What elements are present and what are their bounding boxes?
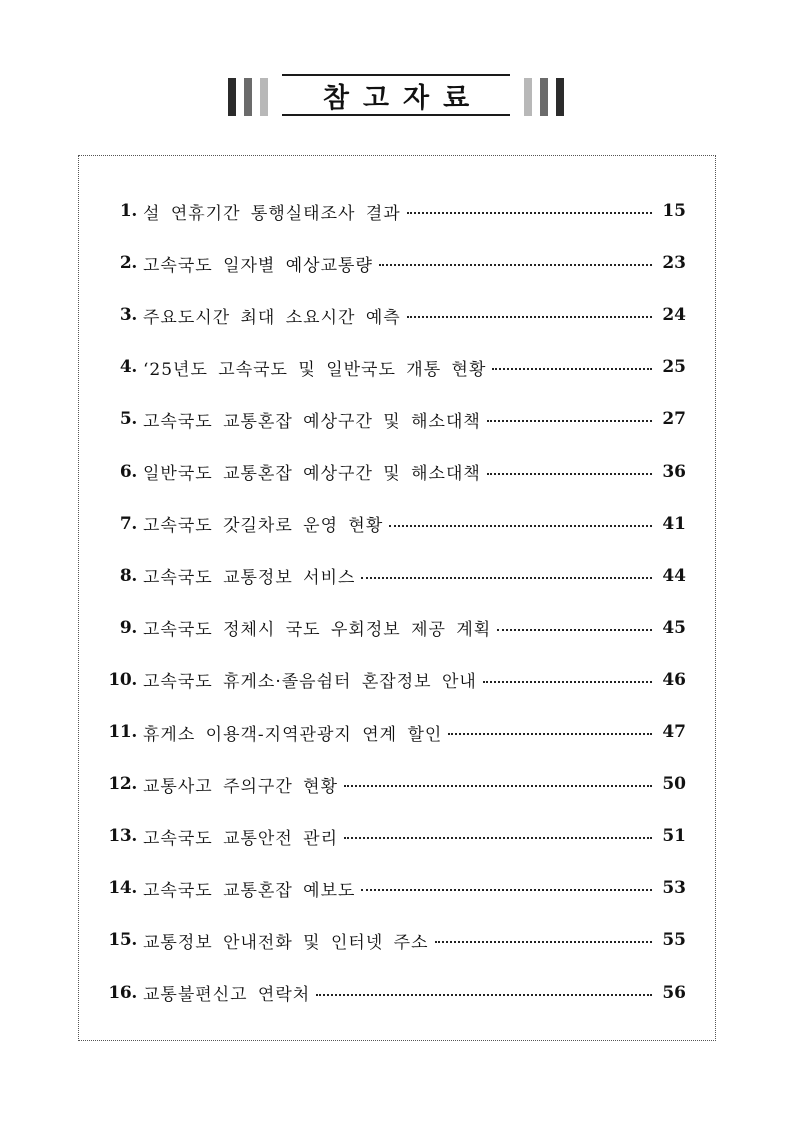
page-title-box [282,74,510,116]
toc-item-title: 고속국도 정체시 국도 우회정보 제공 계획 [143,620,492,641]
toc-item-leader-dots [492,368,652,370]
toc-item-3[interactable] [79,300,715,330]
toc-item-number: 6. [119,461,137,482]
toc-item-12[interactable] [79,769,715,799]
toc-item-leader-dots [497,629,652,631]
toc-item-title: 주요도시간 최대 소요시간 예측 [143,307,401,328]
toc-frame [78,155,716,1041]
toc-item-title: 고속국도 교통안전 관리 [143,828,339,849]
toc-item-leader-dots [316,994,652,996]
toc-item-page: 36 [662,461,686,482]
banner-bar-right-3 [556,78,564,116]
toc-item-4[interactable] [79,352,715,382]
toc-item-leader-dots [435,941,652,943]
toc-item-page: 23 [662,253,686,274]
toc-item-page: 53 [662,878,686,899]
toc-item-leader-dots [344,785,652,787]
title-banner [0,74,793,118]
toc-item-9[interactable] [79,613,715,643]
toc-item-page: 25 [662,357,686,378]
toc-item-6[interactable] [79,457,715,487]
toc-item-7[interactable] [79,509,715,539]
toc-item-leader-dots [483,681,652,683]
toc-item-15[interactable] [79,925,715,955]
toc-item-page: 47 [662,722,686,742]
banner-bar-left-2 [244,78,252,116]
toc-item-number: 2. [119,253,137,274]
toc-item-title: 고속국도 일자별 예상교통량 [143,255,373,276]
toc-item-title: 휴게소 이용객-지역관광지 연계 할인 [143,724,443,745]
toc-item-16[interactable] [79,978,715,1008]
toc-item-leader-dots [389,525,652,527]
toc-item-number: 7. [119,513,137,534]
toc-item-title: 고속국도 휴게소·졸음쉼터 혼잡정보 안내 [143,672,477,693]
toc-item-2[interactable] [79,248,715,278]
toc-item-leader-dots [448,733,652,735]
toc-item-title: 교통불편신고 연락처 [143,985,311,1005]
toc-item-number: 12. [108,774,137,795]
toc-item-title: 고속국도 갓길차로 운영 현황 [143,516,384,537]
toc-item-page: 27 [662,409,686,430]
toc-item-10[interactable] [79,665,715,695]
toc-item-title: 설 연휴기간 통행실태조사 결과 [143,203,401,224]
toc-item-leader-dots [379,264,652,266]
toc-item-leader-dots [487,473,652,475]
toc-item-number: 14. [108,878,137,899]
toc-item-page: 15 [662,201,686,221]
toc-item-number: 3. [119,305,137,326]
toc-item-number: 11. [108,722,137,742]
toc-item-page: 50 [662,774,686,795]
toc-item-page: 55 [662,930,686,951]
toc-item-page: 45 [662,617,686,638]
toc-item-14[interactable] [79,873,715,903]
toc-item-number: 15. [108,930,137,951]
toc-item-leader-dots [407,212,652,214]
page-title: 참고자료 [322,82,484,114]
toc-item-13[interactable] [79,821,715,851]
toc-item-number: 9. [119,617,137,638]
toc-item-5[interactable] [79,404,715,434]
toc-item-page: 46 [662,669,686,690]
toc-item-page: 41 [662,513,686,534]
toc-item-leader-dots [344,837,652,839]
toc-item-number: 10. [108,669,137,690]
toc-item-title: 고속국도 교통혼잡 예보도 [143,880,356,901]
toc-item-leader-dots [361,889,652,891]
toc-item-leader-dots [487,420,652,422]
toc-item-title: 고속국도 교통혼잡 예상구간 및 해소대책 [143,411,481,432]
toc-item-number: 5. [119,409,137,430]
toc-item-8[interactable] [79,561,715,591]
toc-item-page: 24 [662,305,686,326]
toc-item-leader-dots [407,316,652,318]
toc-item-11[interactable] [79,717,715,747]
toc-item-number: 4. [119,357,137,378]
toc-item-title: 고속국도 교통정보 서비스 [143,568,356,589]
toc-item-number: 1. [119,201,137,221]
banner-bar-right-2 [540,78,548,116]
banner-bar-left-1 [228,78,236,116]
toc-item-leader-dots [361,577,652,579]
banner-bar-left-3 [260,78,268,116]
toc-item-1[interactable] [79,196,715,226]
toc-item-number: 13. [108,826,137,847]
toc-item-number: 8. [119,565,137,586]
toc-item-title: ‘25년도 고속국도 및 일반국도 개통 현황 [143,359,487,380]
toc-item-page: 56 [662,982,686,1003]
toc-item-page: 44 [662,565,686,586]
toc-item-title: 일반국도 교통혼잡 예상구간 및 해소대책 [143,464,481,484]
toc-item-title: 교통사고 주의구간 현황 [143,776,339,797]
toc-item-title: 교통정보 안내전화 및 인터넷 주소 [143,932,429,953]
toc-item-number: 16. [108,982,137,1003]
toc-item-page: 51 [662,826,686,847]
banner-bar-right-1 [524,78,532,116]
